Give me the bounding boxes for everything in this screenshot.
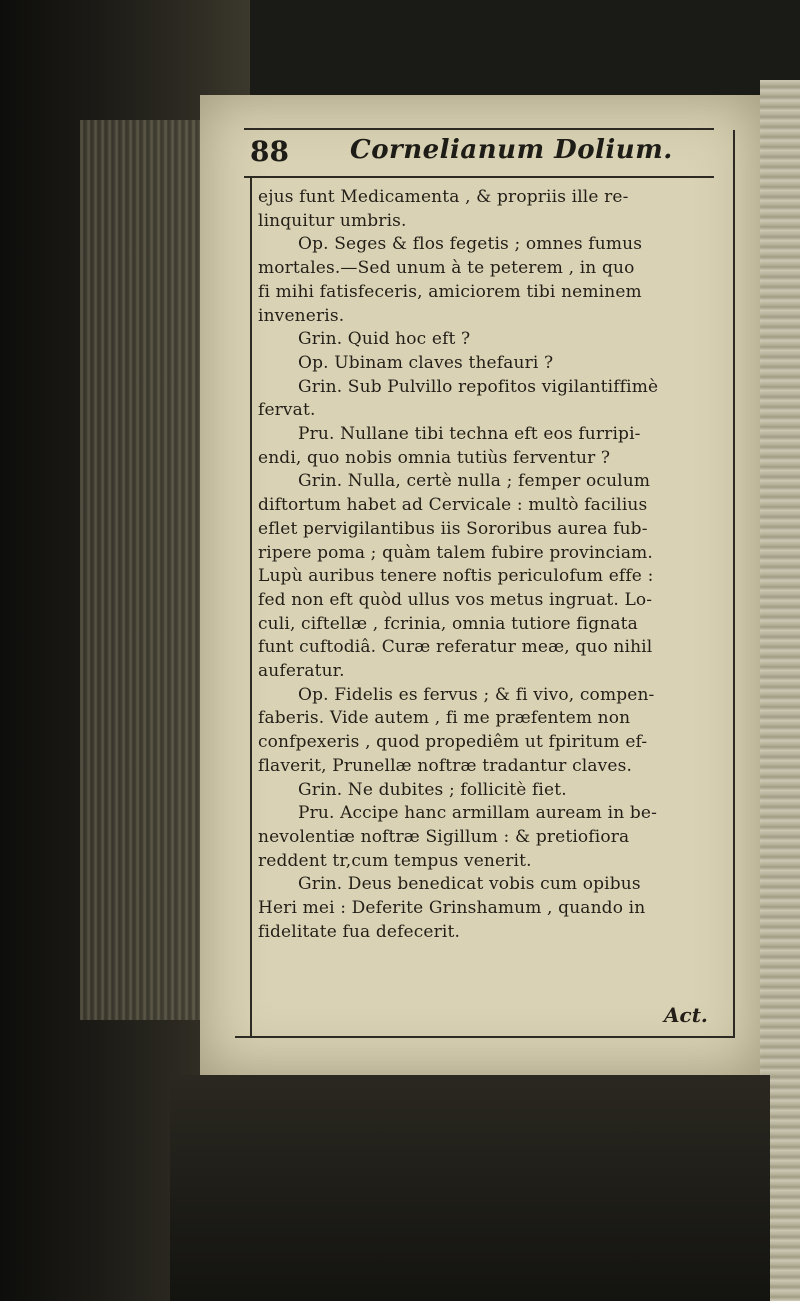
text-line: Grin. Sub Pulvillo repofitos vigilantiffimè [298, 376, 659, 397]
body-text [258, 186, 728, 945]
text-line: ejus funt Medicamenta , & propriis ille re- [258, 187, 629, 207]
text-line: flaverit, Prunellæ noftræ tradantur claves. [258, 755, 633, 776]
text-line: mortales.—Sed unum à te peterem , in quo [258, 258, 635, 279]
text-line: nevolentiæ noftræ Sigillum : & pretiofiora [258, 826, 630, 847]
head-rule [244, 128, 714, 130]
text-line: Lupù auribus tenere noftis periculofum effe : [258, 566, 654, 587]
text-line: faberis. Vide autem , fi me præfentem non [258, 708, 631, 729]
page-number: 88 [250, 135, 289, 168]
text-line: endi, quo nobis omnia tutiùs ferventur ? [258, 447, 611, 468]
text-line: Grin. Deus benedicat vobis cum opibus [298, 874, 641, 895]
text-line: reddent tr,cum tempus venerit. [258, 850, 532, 871]
text-line: culi, ciftellæ , fcrinia, omnia tutiore fignata [258, 613, 638, 634]
running-head: Cornelianum Dolium. [350, 135, 673, 165]
text-line: funt cuftodiâ. Curæ referatur meæ, quo nihil [258, 637, 653, 658]
text-line: Grin. Quid hoc eft ? [298, 329, 471, 350]
bottom-shadow [170, 1075, 770, 1301]
text-line: linquitur umbris. [258, 210, 407, 231]
text-line: Op. Ubinam claves thefauri ? [298, 352, 554, 373]
text-line: eflet pervigilantibus iis Sororibus aurea fub- [258, 518, 648, 539]
text-line: fervat. [258, 400, 316, 421]
left-frame-rule [250, 176, 252, 1036]
catchword: Act. [664, 1003, 708, 1027]
bottom-rule [235, 1036, 735, 1038]
text-line: confpexeris , quod propediêm ut fpiritum ef- [258, 732, 648, 753]
text-line: Pru. Accipe hanc armillam auream in be- [298, 803, 657, 824]
text-line: fed non eft quòd ullus vos metus ingruat. Lo- [258, 589, 653, 610]
text-line: Grin. Ne dubites ; follicitè fiet. [298, 779, 567, 800]
text-line: Heri mei : Deferite Grinshamum , quando in [258, 898, 646, 919]
text-line: Op. Fidelis es fervus ; & fi vivo, compen- [298, 684, 655, 705]
sub-head-rule [244, 176, 714, 178]
text-line: Pru. Nullane tibi techna eft eos furripi- [298, 424, 641, 445]
text-line: diftortum habet ad Cervicale : multò facilius [258, 495, 648, 516]
text-line: auferatur. [258, 661, 345, 682]
text-line: fidelitate fua defecerit. [258, 921, 461, 942]
text-line: Op. Seges & flos fegetis ; omnes fumus [298, 234, 643, 255]
page-header [250, 135, 720, 171]
text-line: inveneris. [258, 305, 345, 326]
text-line: Grin. Nulla, certè nulla ; femper oculum [298, 471, 651, 492]
right-frame-rule [733, 130, 735, 1036]
text-line: ripere poma ; quàm talem fubire provinciam. [258, 542, 653, 563]
text-line: fi mihi fatisfeceris, amiciorem tibi neminem [258, 281, 642, 302]
